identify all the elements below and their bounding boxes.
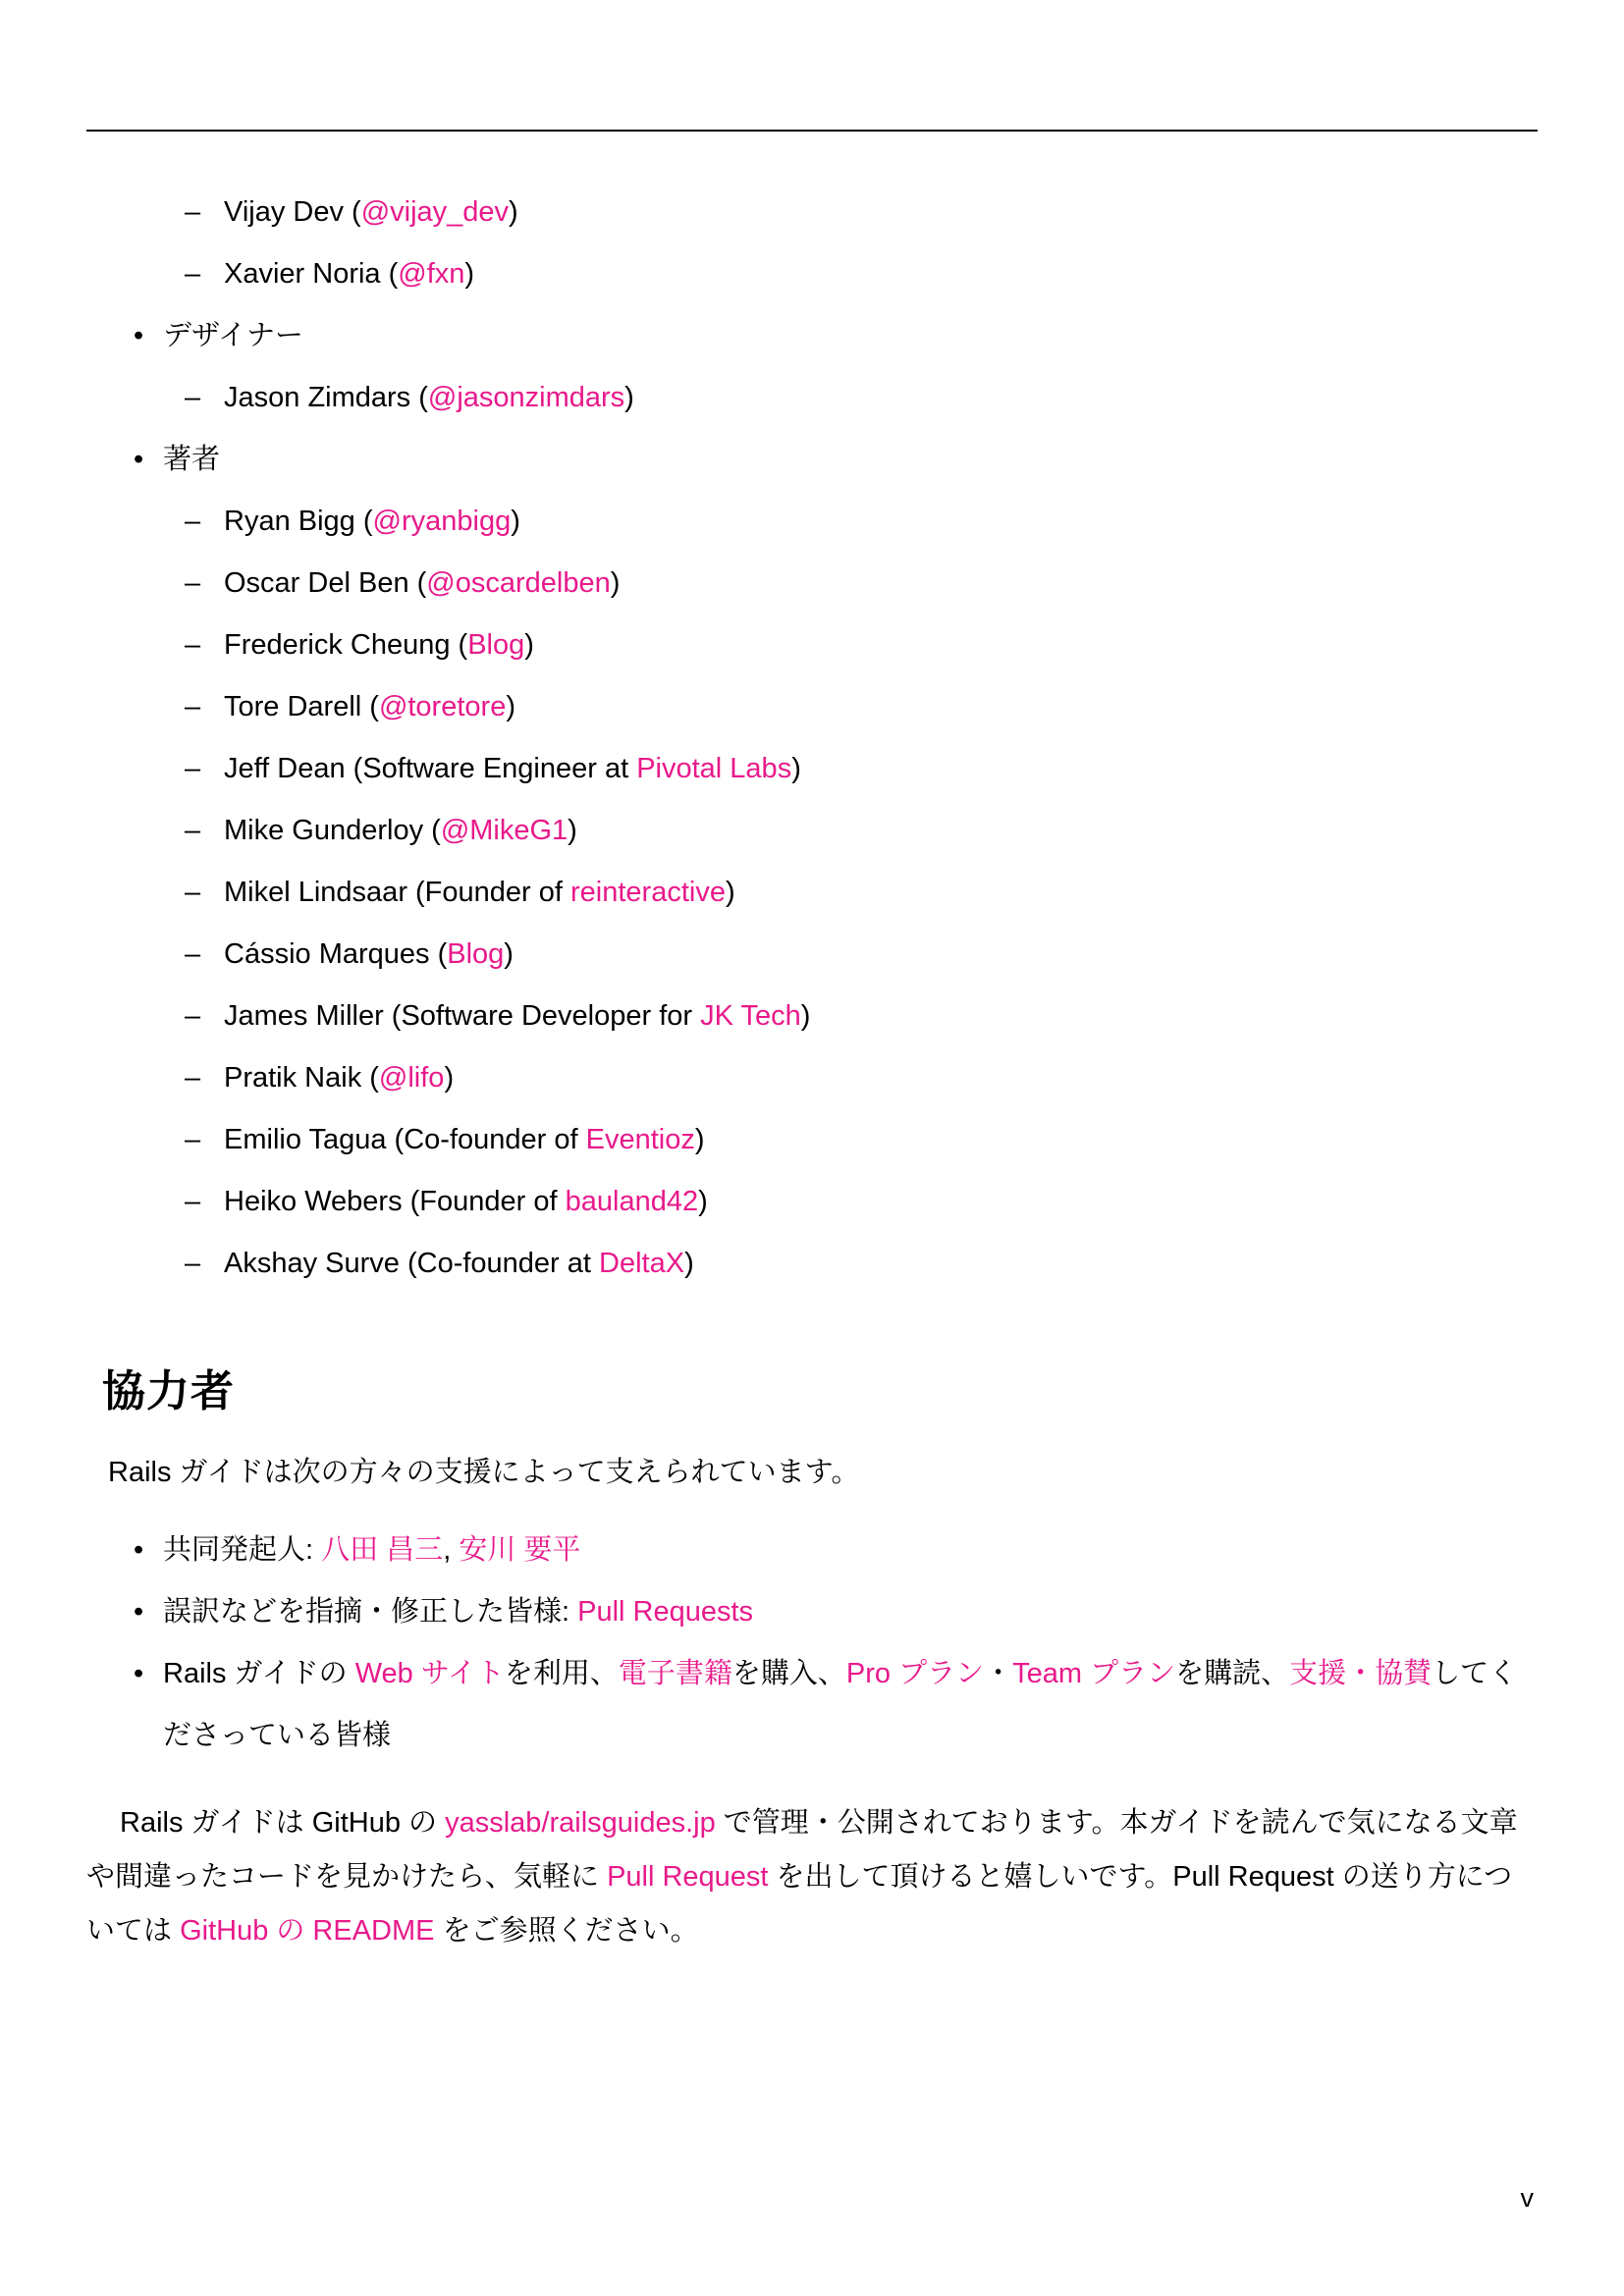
header-rule (86, 130, 1538, 132)
list-item-text: Emilio Tagua (Co-founder of (224, 1124, 586, 1155)
supporter-link[interactable]: Team プラン (1012, 1658, 1176, 1689)
list-item-link[interactable]: JK Tech (700, 1000, 801, 1032)
list-item-link[interactable]: @toretore (378, 691, 507, 722)
list-item-text-suffix: ) (698, 1186, 708, 1217)
list-item (86, 924, 1538, 986)
list-item-text: 著者 (163, 444, 221, 475)
supporter-text: 誤訳などを指摘・修正した皆様: (163, 1596, 578, 1628)
list-item-text-suffix: ) (624, 382, 634, 413)
page-content (86, 182, 1538, 1976)
list-item-text-suffix: ) (568, 815, 577, 846)
list-item-link[interactable]: Eventioz (585, 1124, 695, 1155)
list-item-text-suffix: ) (464, 258, 475, 290)
closing-text: で管理・公開されております。本ガイドを読んで気になる文章や間違ったコードを見かけたら、気軽に (86, 1807, 1518, 1893)
list-item-text: Cássio Marques ( (224, 938, 448, 970)
list-item-text: Jeff Dean (Software Engineer at (224, 753, 637, 784)
list-item (86, 1171, 1538, 1233)
contributors-list (86, 182, 1538, 1295)
supporter-text: 共同発起人: (163, 1534, 322, 1566)
page-number: v (1520, 2183, 1534, 2213)
closing-text: を出して頂けると嬉しいです。Pull Request の送り方については (86, 1861, 1513, 1947)
section-heading: 協力者 (102, 1367, 235, 1415)
list-item-text-suffix: ) (800, 1000, 811, 1032)
closing-link[interactable]: GitHub の README (180, 1915, 435, 1947)
list-item (86, 738, 1538, 800)
list-item (86, 862, 1538, 924)
list-item-link[interactable]: @oscardelben (426, 567, 611, 599)
list-item-text-suffix: ) (444, 1062, 455, 1094)
list-item-link[interactable]: bauland42 (565, 1186, 699, 1217)
section-intro-paragraph: Rails ガイドは次の方々の支援によって支えられています。 (108, 1457, 860, 1488)
list-item-text: Frederick Cheung ( (224, 629, 468, 661)
list-item-link[interactable]: Blog (467, 629, 525, 661)
list-item (86, 491, 1538, 553)
list-item-text: Jason Zimdars ( (224, 382, 428, 413)
list-item (86, 1109, 1538, 1171)
closing-link[interactable]: yasslab/railsguides.jp (445, 1807, 716, 1839)
list-item-text-suffix: ) (610, 567, 621, 599)
list-item-text: Ryan Bigg ( (224, 506, 373, 537)
supporters-list (86, 1520, 1538, 1767)
list-item-text: Mike Gunderloy ( (224, 815, 441, 846)
supporter-item (86, 1581, 1538, 1643)
list-item-link[interactable]: @ryanbigg (372, 506, 512, 537)
list-item-text-suffix: ) (511, 506, 520, 537)
list-item-text: デザイナー (163, 320, 303, 351)
supporter-link[interactable]: 電子書籍 (618, 1658, 732, 1689)
supporter-text: ・ (984, 1658, 1013, 1689)
list-item-link[interactable]: Pivotal Labs (636, 753, 792, 784)
list-item-link[interactable]: @vijay_dev (360, 196, 510, 228)
supporter-text: を利用、 (504, 1658, 619, 1689)
closing-link[interactable]: Pull Request (607, 1861, 769, 1893)
list-item-link[interactable]: @lifo (378, 1062, 445, 1094)
supporter-link[interactable]: 支援・協賛 (1289, 1658, 1433, 1689)
list-item-link[interactable]: Blog (447, 938, 505, 970)
list-item-text-suffix: ) (694, 1124, 705, 1155)
list-item-text: Tore Darell ( (224, 691, 379, 722)
list-item-text: Mikel Lindsaar (Founder of (224, 877, 570, 908)
list-item-text-suffix: ) (725, 877, 735, 908)
supporter-link[interactable]: 八田 昌三 (321, 1534, 444, 1566)
supporter-link[interactable]: Pull Requests (577, 1596, 754, 1628)
supporter-link[interactable]: Pro プラン (845, 1658, 985, 1689)
list-item (86, 182, 1538, 243)
list-item (86, 614, 1538, 676)
list-item-text-suffix: ) (504, 938, 514, 970)
supporter-link[interactable]: 安川 要平 (459, 1534, 581, 1566)
list-item (86, 986, 1538, 1047)
list-item-text: James Miller (Software Developer for (224, 1000, 701, 1032)
list-item-text: Heiko Webers (Founder of (224, 1186, 566, 1217)
list-item-text-suffix: ) (684, 1248, 694, 1279)
list-item-link[interactable]: DeltaX (599, 1248, 685, 1279)
list-item-text: Pratik Naik ( (224, 1062, 379, 1094)
list-item-text: Vijay Dev ( (224, 196, 361, 228)
list-item-link[interactable]: @jasonzimdars (427, 382, 625, 413)
list-item-link[interactable]: reinteractive (570, 877, 726, 908)
list-item-link[interactable]: @fxn (398, 258, 465, 290)
list-item-text-suffix: ) (791, 753, 801, 784)
list-item-text: Oscar Del Ben ( (224, 567, 427, 599)
supporter-text: を購読、 (1175, 1658, 1290, 1689)
supporter-text: , (443, 1534, 460, 1566)
list-item (86, 1047, 1538, 1109)
list-item-text-suffix: ) (509, 196, 518, 228)
list-item-text-suffix: ) (506, 691, 515, 722)
list-item (86, 676, 1538, 738)
closing-text: Rails ガイドは GitHub の (120, 1807, 446, 1839)
list-item (86, 305, 1538, 367)
supporter-item (86, 1520, 1538, 1581)
list-item (86, 429, 1538, 491)
list-item-link[interactable]: @MikeG1 (440, 815, 568, 846)
list-item (86, 800, 1538, 862)
list-item-text: Xavier Noria ( (224, 258, 399, 290)
list-item-text-suffix: ) (524, 629, 534, 661)
closing-paragraph (86, 1796, 1538, 1958)
closing-text: をご参照ください。 (434, 1915, 699, 1947)
list-item (86, 1233, 1538, 1295)
list-item-text: Akshay Surve (Co-founder at (224, 1248, 600, 1279)
supporter-text: Rails ガイドの (163, 1658, 355, 1689)
supporter-link[interactable]: Web サイト (354, 1658, 505, 1689)
supporter-text: を購入、 (731, 1658, 846, 1689)
supporter-text: してくださっている皆様 (163, 1658, 1518, 1751)
list-item (86, 243, 1538, 305)
supporter-item (86, 1643, 1538, 1767)
list-item (86, 553, 1538, 614)
list-item (86, 367, 1538, 429)
